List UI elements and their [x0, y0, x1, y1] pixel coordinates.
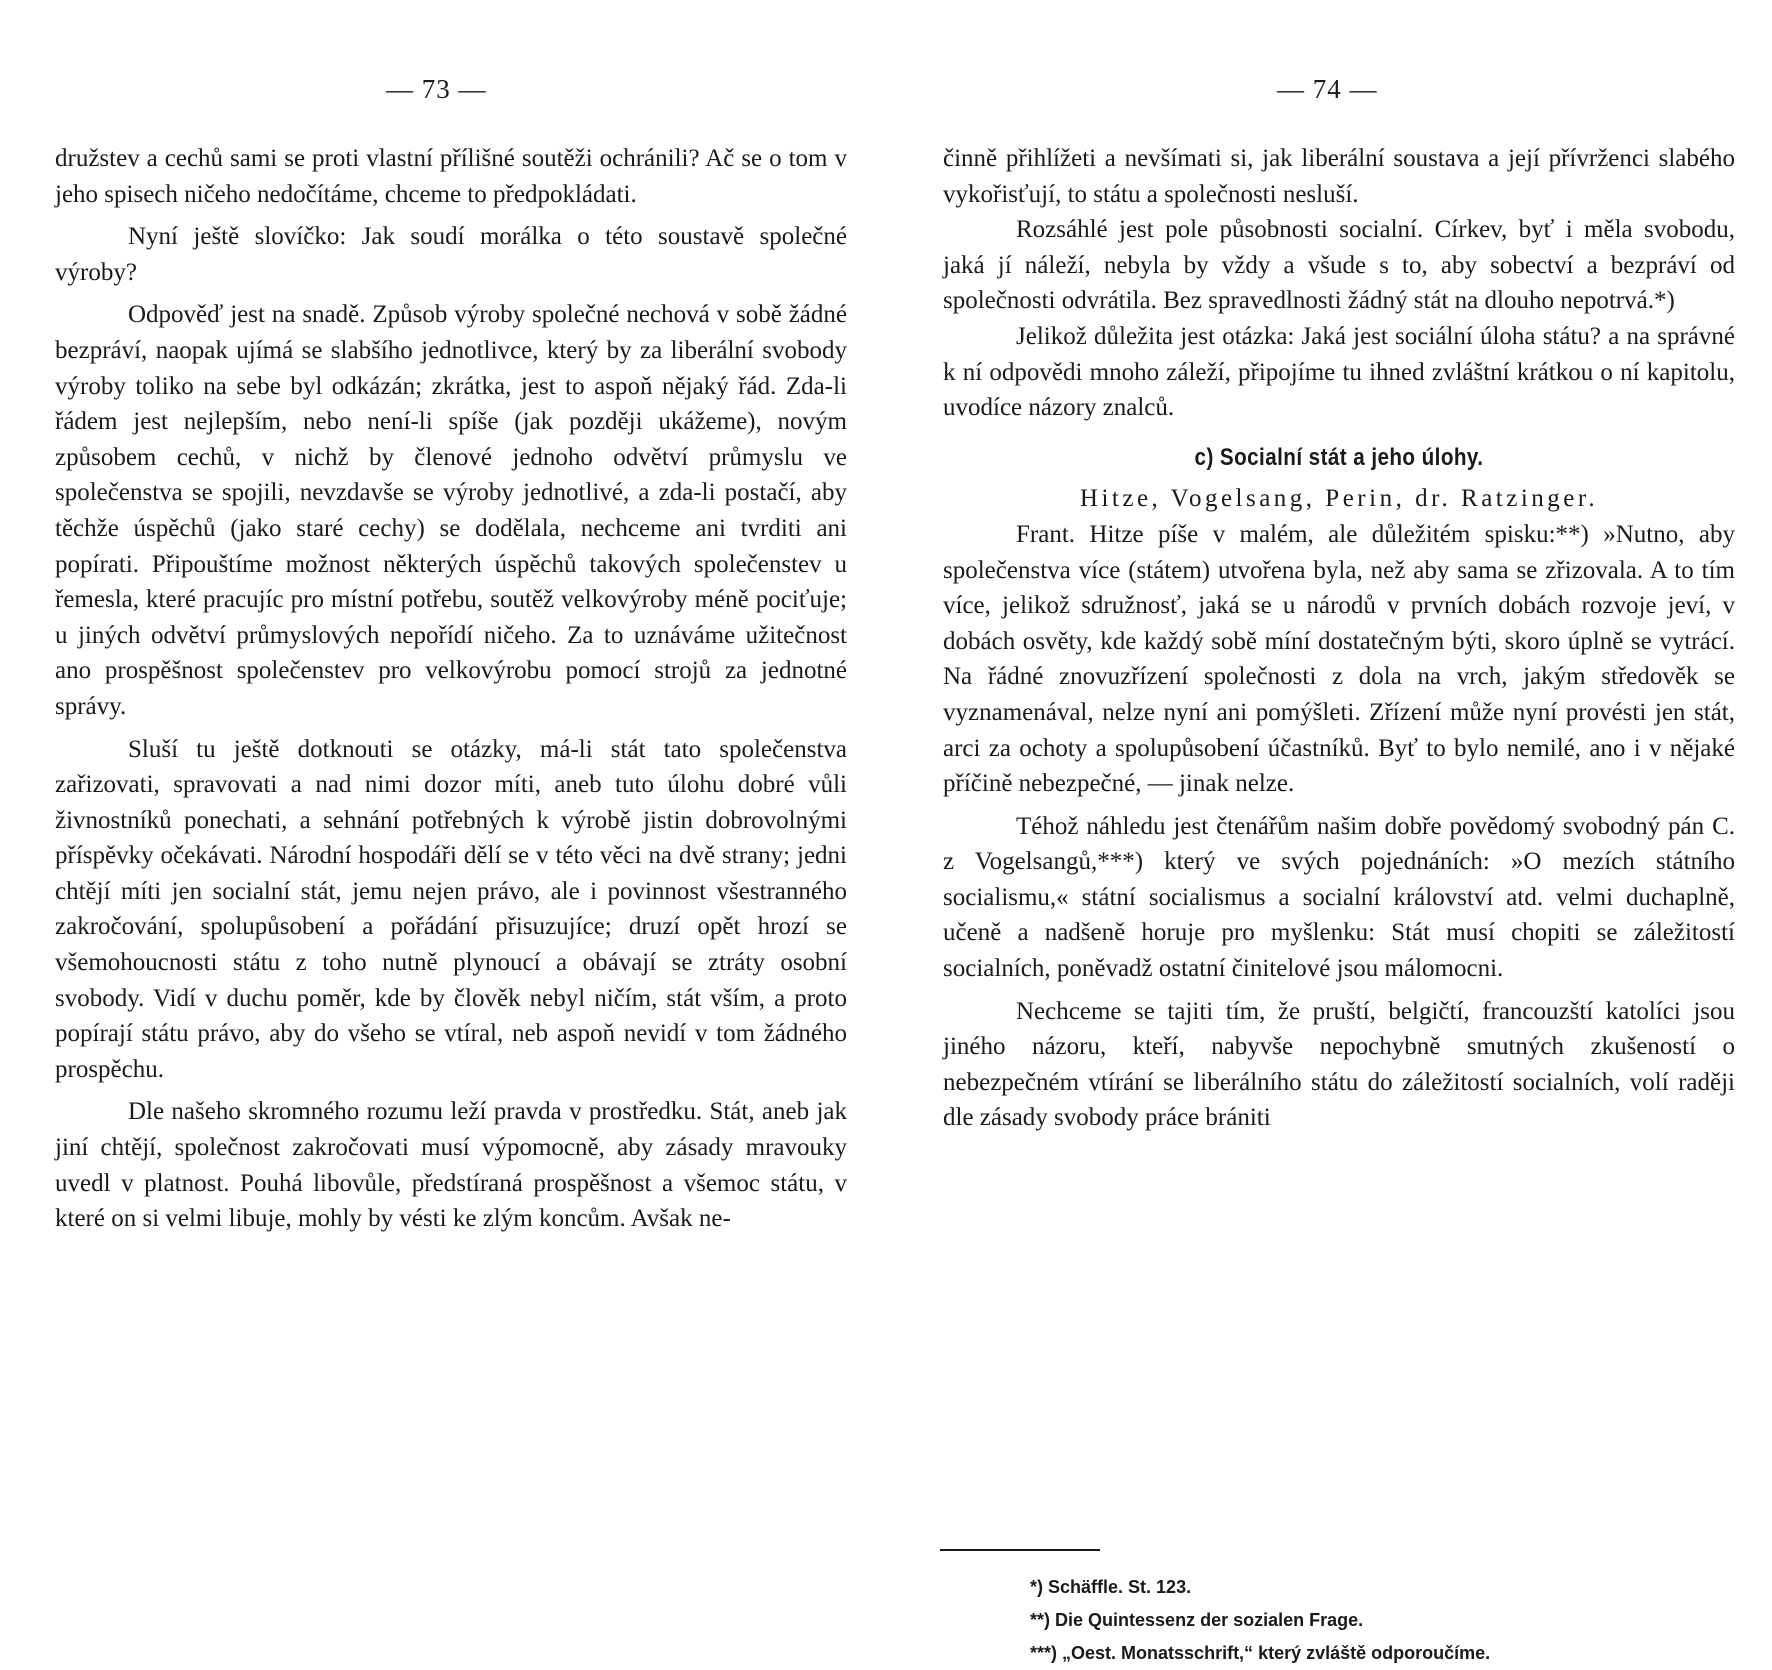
page-number: — 74 —	[1277, 74, 1378, 104]
paragraph: Jelikož důležita jest otázka: Jaká jest sociální úloha státu? a na správné k ní odpovědi mnoho záleží, připojíme tu ihned zvláštní krátkou o ní kapitolu, uvodíce názory znalců.	[943, 322, 1735, 422]
footnote	[1030, 1604, 1730, 1637]
footnote	[1030, 1571, 1730, 1604]
footnote-marker: **)	[1030, 1610, 1051, 1630]
paragraph: Téhož náhledu jest čtenářům našim dobře povědomý svobodný pán C. z Vogelsangů,***) který ve svých pojednáních: »O mezích státního socialismu,« státní socialismus a socialní království atd. velmi duchaplně, učeně a nadšeně horuje pro myšlenku: Stát musí chopiti se záležitostí socialních, poněvadž ostatní činitelové jsou málomocni.	[943, 812, 1735, 983]
text-column	[55, 141, 847, 1237]
section-heading: c) Socialní stát a jeho úlohy.	[1194, 443, 1484, 471]
footnote-marker: *)	[1030, 1577, 1043, 1597]
section-authors: Hitze, Vogelsang, Perin, dr. Ratzinger.	[1079, 485, 1599, 513]
left-page	[0, 0, 886, 1500]
footnote	[1030, 1637, 1730, 1670]
paragraph: družstev a cechů sami se proti vlastní přílišné soutěži ochránili? Ač se o tom v jeho spisech ničeho nedočítáme, chceme to předpokládati.	[55, 145, 847, 208]
footnote-text: Schäffle. St. 123.	[1048, 1577, 1192, 1597]
paragraph: Sluší tu ještě dotknouti se otázky, má-li stát tato společenstva zařizovati, spravovati a nad nimi dozor míti, aneb tuto úlohu dobré vůli živnostníků ponechati, a sehnání potřebných k výrobě jistin dobrovolnými příspěvky očekávati. Národní hospodáři dělí se v této věci na dvě strany; jedni chtějí míti jen socialní stát, jemu nejen právo, ale i povinnost všestranného zakročování, spolupůsobení a pořádání přisuzujíce; druzí opět hrozí se všemohoucnosti státu z toho nutně plynoucí a obávají se ztráty osobní svobody. Vidí v duchu poměr, kde by člověk nebyl ničím, stát vším, a proto popírají státu právo, aby do všeho se vtíral, neb aspoň nevidí v tom žádného prospěchu.	[55, 735, 847, 1083]
paragraph: Dle našeho skromného rozumu leží pravda v prostředku. Stát, aneb jak jiní chtějí, společnost zakročovati musí výpomocně, aby zásady mravouky uvedl v platnost. Pouhá libovůle, předstíraná prospěšnost a všemoc státu, v které on si velmi libuje, mohly by vésti ke zlým koncům. Avšak ne-	[55, 1098, 847, 1233]
paragraph: Rozsáhlé jest pole působnosti socialní. Církev, byť i měla svobodu, jaká jí náleží, nebyla by vždy a všude s to, aby sobectví a bezpráví od společnosti odvrátila. Bez spravedlnosti žádný stát na dlouho nepotrvá.*)	[943, 216, 1735, 315]
footnotes	[1030, 1571, 1730, 1670]
paragraph: činně přihlížeti a nevšímati si, jak liberální soustava a její přívrženci slabého vykořisťují, to státu a společnosti nesluší.	[943, 145, 1735, 208]
right-page	[886, 0, 1772, 1500]
text-column	[943, 141, 1735, 1136]
paragraph: Nyní ještě slovíčko: Jak soudí morálka o této soustavě společné výroby?	[55, 223, 847, 286]
paragraph: Odpověď jest na snadě. Způsob výroby společné nechová v sobě žádné bezpráví, naopak ujímá se slabšího jednotlivce, který by za liberální svobody výroby toliko na sebe byl odkázán; zkrátka, jest to aspoň nějaký řád. Zda-li řádem jest nejlepším, nebo není-li spíše (jak později ukážeme), novým způsobem cechů, v nichž by členové jednoho odvětví průmyslu ve společenstva se spojili, nevzdavše se výroby jednotlivé, a zda-li postačí, aby těchže úspěchů (jako staré cechy) se dodělala, nechceme ani tvrditi ani popírati. Připouštíme možnost některých úspěchů takových společenstev u řemesla, které pracujíc pro místní potřebu, soutěž velkovýroby méně pociťuje; u jiných odvětví průmyslových nepořídí ničeho. Za to uznáváme užitečnost ano prospěšnost společenstev pro velkovýrobu pomocí strojů za jednotné správy.	[55, 301, 847, 720]
paragraph: Frant. Hitze píše v malém, ale důležitém spisku:**) »Nutno, aby společenstva více (státem) utvořena byla, než aby sama se zřizovala. A to tím více, jelikož sdružnosť, jaká se u národů v prvních dobách rozvoje jeví, v dobách osvěty, kde každý sobě míní dostatečným býti, skoro úplně se vytrácí. Na řádné znovuzřízení společnosti z dola na vrch, jakým středověk se vyznamenával, nelze nyní ani pomýšleti. Zřízení může nyní provésti jen stát, arci za ochoty a spolupůsobení účastníků. Byť to bylo nemilé, ano i v nějaké příčině nebezpečné, — jinak nelze.	[943, 520, 1735, 798]
page-number: — 73 —	[386, 74, 487, 104]
paragraph: Nechceme se tajiti tím, že pruští, belgičtí, francouzští katolíci jsou jiného názoru, kteří, nabyvše nepochybně smutných zkušeností o nebezpečném vtírání se liberálního státu do záležitostí socialních, volí raději dle zásady svobody práce brániti	[943, 997, 1735, 1132]
footnote-text: Die Quintessenz der sozialen Frage.	[1055, 1610, 1364, 1630]
footnote-text: „Oest. Monatsschrift,“ který zvláště odporoučíme.	[1062, 1643, 1491, 1663]
footnote-divider	[940, 1549, 1100, 1551]
footnote-marker: ***)	[1030, 1643, 1058, 1663]
